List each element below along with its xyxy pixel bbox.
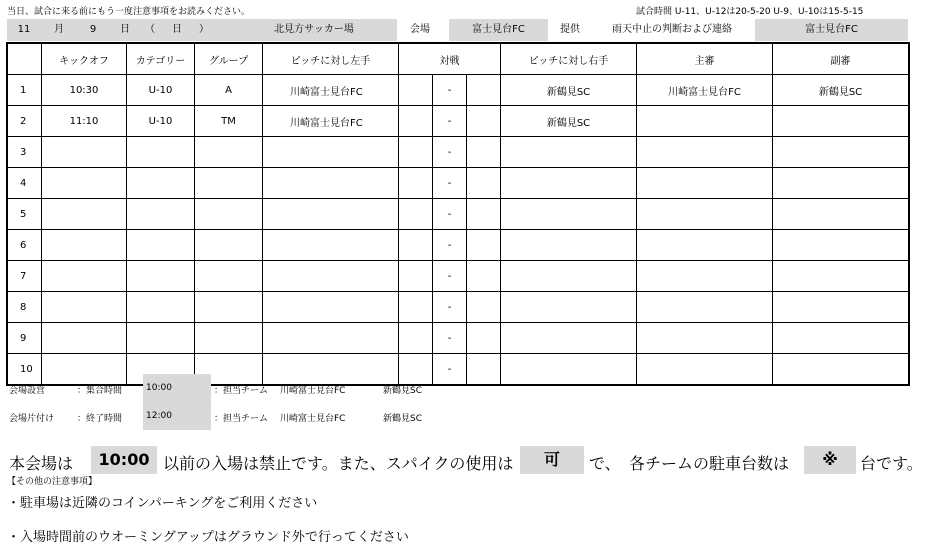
- assistant-cell: [773, 168, 909, 199]
- vs-cell: -: [433, 168, 467, 199]
- schedule-table: [7, 43, 909, 385]
- left-team-cell: [263, 292, 399, 323]
- right-team-cell: 新鶴見SC: [501, 75, 637, 106]
- table-row: [8, 292, 909, 323]
- right-team-cell: [501, 323, 637, 354]
- kickoff-cell: [42, 230, 127, 261]
- assistant-cell: [773, 323, 909, 354]
- month-value: 11: [17, 24, 31, 35]
- vs-left-cell: [399, 168, 433, 199]
- row-number: 7: [8, 261, 42, 292]
- venue-label: 会場: [410, 24, 430, 35]
- left-team-cell: 川崎富士見台FC: [263, 75, 399, 106]
- month-label: 月: [54, 24, 64, 35]
- vs-right-cell: [467, 137, 501, 168]
- left-team-cell: [263, 323, 399, 354]
- vs-left-cell: [399, 261, 433, 292]
- notice-part4: 各チームの駐車台数は: [629, 454, 790, 473]
- match-time-note: 試合時間 U-11、U-12は20-5-20 U-9、U-10は15-5-15: [636, 7, 864, 17]
- notice-part5: 台です。: [860, 454, 923, 473]
- category-cell: [127, 230, 195, 261]
- setup-team-label: ：担当チーム: [214, 386, 269, 396]
- vs-right-cell: [467, 323, 501, 354]
- group-cell: [195, 168, 263, 199]
- notice-text: 当日、試合に来る前にもう一度注意事項をお読みください。: [7, 7, 251, 17]
- setup-team2: 新鶴見SC: [383, 386, 422, 396]
- provider-name: 富士見台FC: [472, 24, 525, 35]
- header-no: [8, 44, 42, 75]
- vs-left-cell: [399, 292, 433, 323]
- vs-right-cell: [467, 261, 501, 292]
- vs-left-cell: [399, 199, 433, 230]
- category-cell: [127, 199, 195, 230]
- table-header-row: [8, 44, 909, 75]
- provider-label: 提供: [560, 24, 580, 35]
- right-team-cell: 新鶴見SC: [501, 106, 637, 137]
- right-team-cell: [501, 199, 637, 230]
- header-match: 対戦: [399, 44, 501, 75]
- setup-label: 会場設営: [9, 386, 46, 396]
- category-cell: [127, 261, 195, 292]
- group-cell: [195, 137, 263, 168]
- paren-open: （: [145, 24, 155, 35]
- right-team-cell: [501, 137, 637, 168]
- vs-cell: -: [433, 292, 467, 323]
- referee-cell: [637, 168, 773, 199]
- referee-cell: [637, 292, 773, 323]
- cleanup-label: 会場片付け: [9, 414, 55, 424]
- header-assistant: 副審: [773, 44, 909, 75]
- row-number: 1: [8, 75, 42, 106]
- assistant-cell: [773, 106, 909, 137]
- left-team-cell: [263, 168, 399, 199]
- cleanup-team2: 新鶴見SC: [383, 414, 422, 424]
- kickoff-cell: [42, 199, 127, 230]
- cleanup-team1: 川崎富士見台FC: [280, 414, 346, 424]
- left-team-cell: [263, 230, 399, 261]
- spike-value: 可: [520, 446, 584, 474]
- vs-right-cell: [467, 168, 501, 199]
- row-number: 9: [8, 323, 42, 354]
- vs-right-cell: [467, 292, 501, 323]
- assistant-cell: [773, 199, 909, 230]
- header-group: グループ: [195, 44, 263, 75]
- row-number: 3: [8, 137, 42, 168]
- vs-cell: -: [433, 261, 467, 292]
- venue-name: 北見方サッカー場: [274, 24, 354, 35]
- vs-right-cell: [467, 106, 501, 137]
- kickoff-cell: 10:30: [42, 75, 127, 106]
- row-number: 10: [8, 354, 42, 385]
- referee-cell: [637, 106, 773, 137]
- rain-label: 雨天中止の判断および連絡: [612, 24, 732, 35]
- right-team-cell: [501, 230, 637, 261]
- assistant-cell: 新鶴見SC: [773, 75, 909, 106]
- vs-left-cell: [399, 230, 433, 261]
- parking-value: ※: [804, 446, 856, 474]
- group-cell: [195, 261, 263, 292]
- kickoff-cell: 11:10: [42, 106, 127, 137]
- day-label: 日: [120, 24, 130, 35]
- group-cell: [195, 292, 263, 323]
- category-cell: [127, 292, 195, 323]
- header-left-team: ピッチに対し左手: [263, 44, 399, 75]
- table-row: [8, 323, 909, 354]
- kickoff-cell: [42, 323, 127, 354]
- vs-cell: -: [433, 230, 467, 261]
- vs-cell: -: [433, 323, 467, 354]
- category-cell: [127, 323, 195, 354]
- vs-right-cell: [467, 75, 501, 106]
- group-cell: TM: [195, 106, 263, 137]
- table-row: [8, 75, 909, 106]
- assistant-cell: [773, 261, 909, 292]
- referee-cell: [637, 323, 773, 354]
- table-row: [8, 199, 909, 230]
- note-item: ・入場時間前のウオーミングアップはグラウンド外で行ってください: [7, 530, 409, 545]
- cleanup-time-label: ：終了時間: [77, 414, 123, 424]
- vs-cell: -: [433, 75, 467, 106]
- header-kickoff: キックオフ: [42, 44, 127, 75]
- table-row: [8, 261, 909, 292]
- category-cell: U-10: [127, 75, 195, 106]
- row-number: 4: [8, 168, 42, 199]
- table-row: [8, 168, 909, 199]
- day-value: 9: [89, 24, 97, 35]
- right-team-cell: [501, 292, 637, 323]
- group-cell: [195, 230, 263, 261]
- row-number: 6: [8, 230, 42, 261]
- group-cell: [195, 199, 263, 230]
- notice-part1: 本会場は: [9, 454, 74, 473]
- left-team-cell: 川崎富士見台FC: [263, 106, 399, 137]
- vs-left-cell: [399, 106, 433, 137]
- vs-left-cell: [399, 75, 433, 106]
- other-notes-label: 【その他の注意事項】: [7, 477, 98, 487]
- referee-cell: [637, 137, 773, 168]
- kickoff-cell: [42, 137, 127, 168]
- vs-right-cell: [467, 354, 501, 385]
- referee-cell: [637, 261, 773, 292]
- note-item: ・駐車場は近隣のコインパーキングをご利用ください: [7, 496, 318, 511]
- vs-left-cell: [399, 137, 433, 168]
- referee-cell: 川崎富士見台FC: [637, 75, 773, 106]
- notice-part2: 以前の入場は禁止です。また、スパイクの使用は: [163, 454, 514, 473]
- group-cell: [195, 323, 263, 354]
- row-number: 8: [8, 292, 42, 323]
- vs-cell: -: [433, 106, 467, 137]
- assistant-cell: [773, 230, 909, 261]
- paren-close: ）: [199, 24, 209, 35]
- referee-cell: [637, 354, 773, 385]
- vs-cell: -: [433, 199, 467, 230]
- left-team-cell: [263, 137, 399, 168]
- header-category: カテゴリー: [127, 44, 195, 75]
- kickoff-cell: [42, 292, 127, 323]
- notice-part3: で、: [589, 454, 621, 473]
- left-team-cell: [263, 261, 399, 292]
- table-row: [8, 106, 909, 137]
- vs-cell: -: [433, 137, 467, 168]
- referee-cell: [637, 230, 773, 261]
- left-team-cell: [263, 354, 399, 385]
- table-row: [8, 137, 909, 168]
- setup-time: 10:00: [143, 374, 211, 402]
- weekday-value: 日: [172, 24, 182, 35]
- cleanup-time: 12:00: [143, 402, 211, 430]
- header-referee: 主審: [637, 44, 773, 75]
- entry-time: 10:00: [91, 446, 157, 474]
- right-team-cell: [501, 261, 637, 292]
- row-number: 2: [8, 106, 42, 137]
- referee-cell: [637, 199, 773, 230]
- kickoff-cell: [42, 354, 127, 385]
- vs-right-cell: [467, 199, 501, 230]
- assistant-cell: [773, 137, 909, 168]
- rain-contact: 富士見台FC: [805, 24, 858, 35]
- kickoff-cell: [42, 261, 127, 292]
- assistant-cell: [773, 354, 909, 385]
- category-cell: U-10: [127, 106, 195, 137]
- category-cell: [127, 168, 195, 199]
- setup-team1: 川崎富士見台FC: [280, 386, 346, 396]
- vs-left-cell: [399, 354, 433, 385]
- assistant-cell: [773, 292, 909, 323]
- row-number: 5: [8, 199, 42, 230]
- right-team-cell: [501, 168, 637, 199]
- header-right-team: ピッチに対し右手: [501, 44, 637, 75]
- table-row: [8, 230, 909, 261]
- left-team-cell: [263, 199, 399, 230]
- cleanup-team-label: ：担当チーム: [214, 414, 269, 424]
- vs-left-cell: [399, 323, 433, 354]
- kickoff-cell: [42, 168, 127, 199]
- vs-cell: -: [433, 354, 467, 385]
- group-cell: A: [195, 75, 263, 106]
- category-cell: [127, 137, 195, 168]
- vs-right-cell: [467, 230, 501, 261]
- setup-time-label: ：集合時間: [77, 386, 123, 396]
- right-team-cell: [501, 354, 637, 385]
